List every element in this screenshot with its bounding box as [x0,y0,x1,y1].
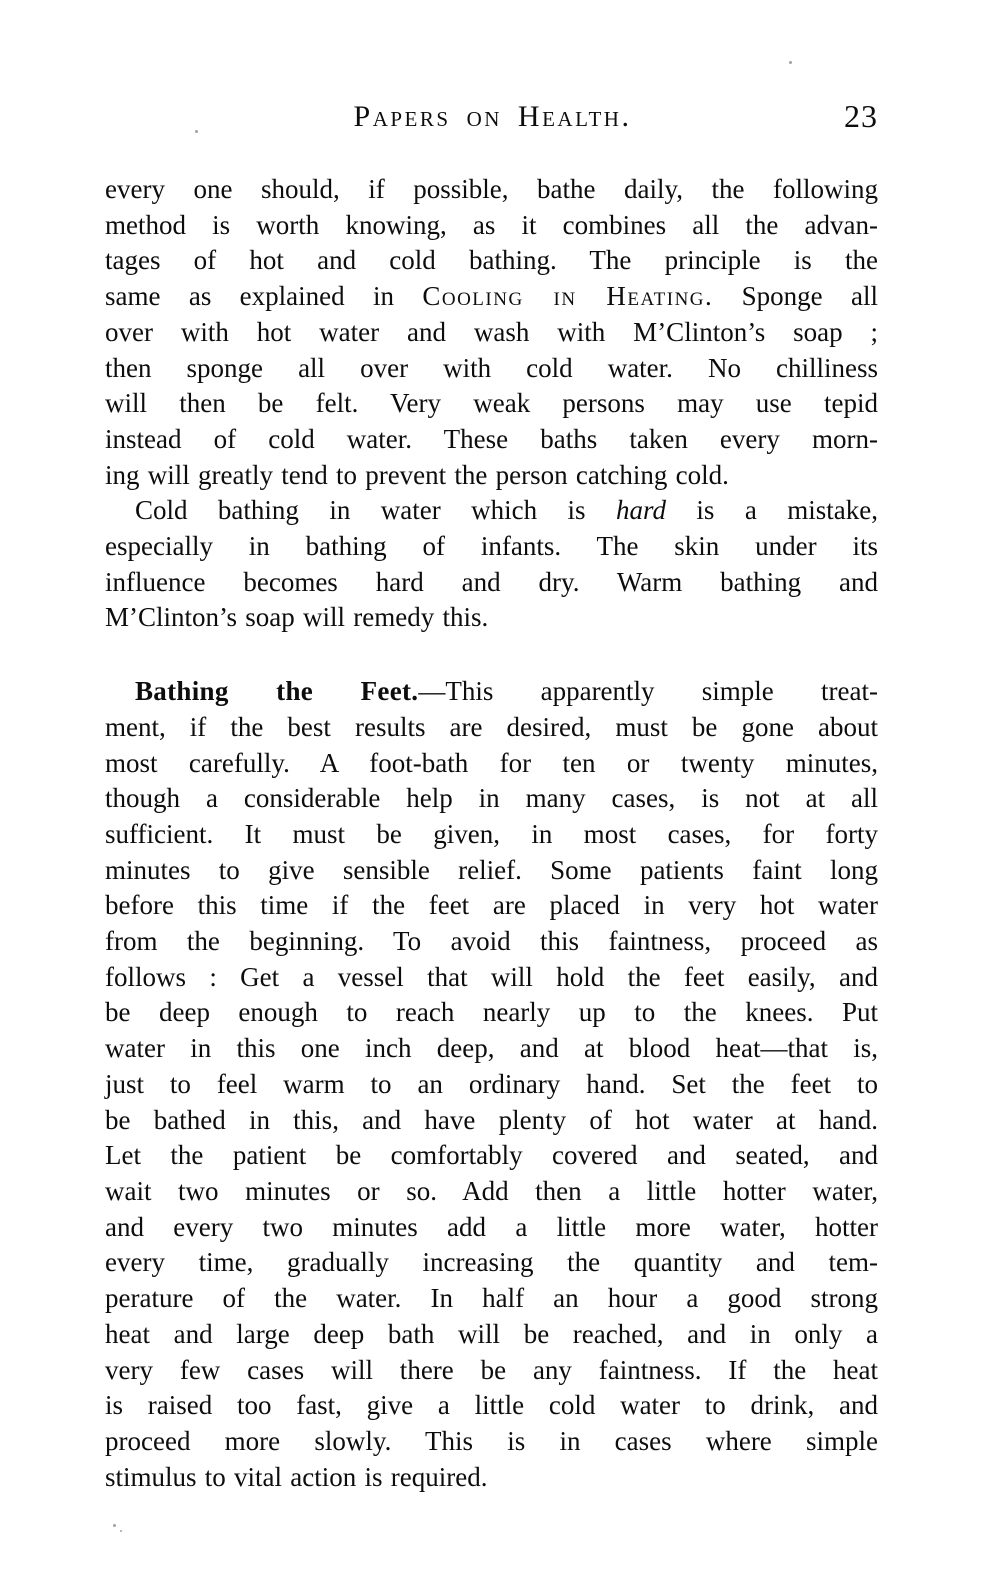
text-segment: Sponge all [713,281,878,312]
text-line [105,674,878,710]
text-line [105,1210,878,1246]
text-segment: method is worth knowing, as it combines all the advan- [105,209,878,240]
text-segment: before this time if the feet are placed in very hot water [105,890,878,921]
text-line [105,458,878,494]
text-line [105,924,878,960]
text-line [105,208,878,244]
text-segment: stimulus to vital action is required. [105,1461,488,1492]
text-segment: Let the patient be comfortably covered and seated, and [105,1140,878,1171]
text-segment: every time, gradually increasing the quantity and tem- [105,1247,878,1278]
paragraph [105,493,878,636]
text-line [105,279,878,315]
text-line [105,1281,878,1317]
text-segment: from the beginning. To avoid this faintness, proceed as [105,926,878,957]
scan-speck [113,1524,116,1527]
text-line [105,960,878,996]
text-segment: most carefully. A foot-bath for ten or twenty minutes, [105,747,878,778]
text-line [105,243,878,279]
text-segment: is raised too fast, give a little cold water to drink, and [105,1390,878,1421]
text-line [105,853,878,889]
italic-text: hard [615,495,666,526]
text-line [105,493,878,529]
text-segment: perature of the water. In half an hour a good strong [105,1283,878,1314]
text-line [105,995,878,1031]
text-line [105,422,878,458]
page-header [105,100,880,140]
text-line [105,746,878,782]
paragraph [105,172,878,493]
text-line [105,1067,878,1103]
text-segment: very few cases will there be any faintness. If the heat [105,1354,878,1385]
text-segment: be deep enough to reach nearly up to the knees. Put [105,997,878,1028]
text-line [105,529,878,565]
text-segment: be bathed in this, and have plenty of hot water at hand. [105,1104,878,1135]
text-line [105,172,878,208]
text-line [105,1103,878,1139]
text-segment: ment, if the best results are desired, must be gone about [105,711,878,742]
text-segment: instead of cold water. These baths taken every morn- [105,423,878,454]
text-segment: influence becomes hard and dry. Warm bathing and [105,566,878,597]
text-segment: especially in bathing of infants. The skin under its [105,531,878,562]
text-line [105,888,878,924]
text-line [105,1174,878,1210]
paragraph [105,674,878,1495]
text-segment: though a considerable help in many cases, is not at all [105,783,878,814]
text-segment: M’Clinton’s soap will remedy this. [105,602,489,633]
text-segment: and every two minutes add a little more water, hotter [105,1211,878,1242]
text-line [105,1353,878,1389]
text-segment: just to feel warm to an ordinary hand. Set the feet to [105,1068,878,1099]
text-segment: is a mistake, [666,495,878,526]
text-segment: every one should, if possible, bathe daily, the following [105,174,878,204]
text-segment: same as explained in [105,281,423,312]
text-line [105,781,878,817]
text-segment: —This apparently simple treat- [418,676,878,707]
text-line [105,1317,878,1353]
text-segment: will then be felt. Very weak persons may use tepid [105,388,878,419]
text-segment: then sponge all over with cold water. No chilliness [105,352,878,383]
text-segment: water in this one inch deep, and at blood heat—that is, [105,1033,878,1064]
text-line [105,1388,878,1424]
text-segment: wait two minutes or so. Add then a little hotter water, [105,1175,878,1206]
scan-speck [195,130,198,133]
scan-speck [789,61,792,64]
bold-text: Bathing the Feet. [135,676,419,707]
text-segment: follows : Get a vessel that will hold the feet easily, and [105,961,878,992]
text-segment: minutes to give sensible relief. Some patients faint long [105,854,878,885]
text-line [105,1138,878,1174]
text-line [105,565,878,601]
text-line [105,1460,878,1496]
text-segment: over with hot water and wash with M’Clinton’s soap ; [105,316,878,347]
text-line [105,710,878,746]
running-title: Papers on Health. [353,100,632,133]
text-line [105,1424,878,1460]
text-line [105,351,878,387]
text-line [105,1245,878,1281]
text-segment: Cold bathing in water which is [135,495,616,526]
page-number: 23 [844,98,878,134]
scan-speck [120,1530,122,1532]
text-segment: proceed more slowly. This is in cases where simple [105,1425,878,1456]
text-segment: sufficient. It must be given, in most cases, for forty [105,818,878,849]
text-segment: tages of hot and cold bathing. The principle is the [105,245,878,276]
body-text [105,172,878,1495]
text-line [105,600,878,636]
smallcaps-text: Cooling in Heating. [422,281,714,312]
text-line [105,315,878,351]
text-line [105,817,878,853]
text-segment: heat and large deep bath will be reached, and in only a [105,1318,878,1349]
text-line [105,386,878,422]
text-segment: ing will greatly tend to prevent the person catching cold. [105,459,729,490]
text-line [105,1031,878,1067]
